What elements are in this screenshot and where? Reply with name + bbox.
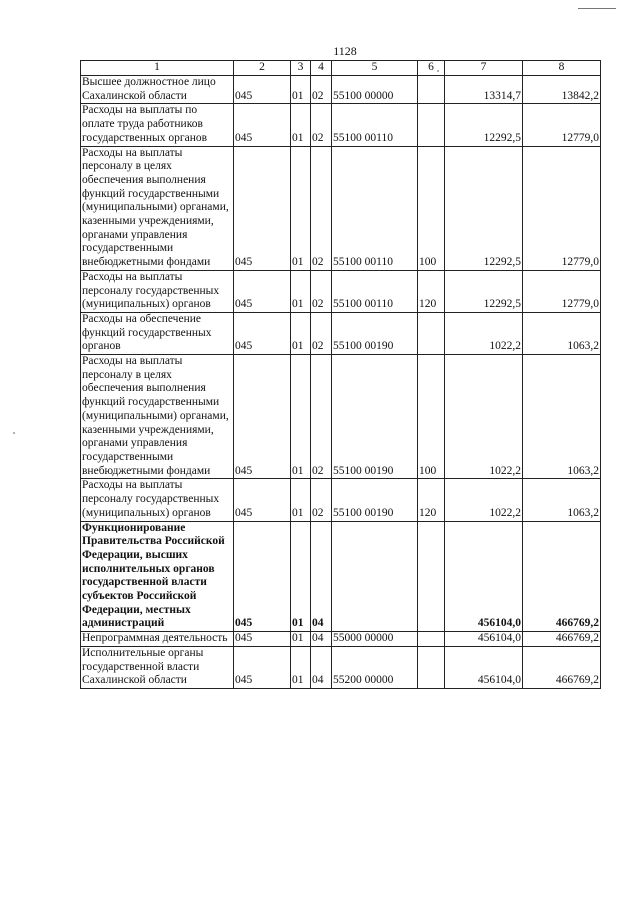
amount-col-8: 466769,2 (523, 632, 601, 647)
expense-type-code: 120 (418, 270, 445, 312)
subsection-code: 04 (311, 521, 332, 632)
section-code: 01 (291, 632, 311, 647)
table-row (81, 646, 601, 688)
table-row (81, 104, 601, 146)
amount-col-7: 456104,0 (445, 632, 523, 647)
scan-artifact-dot (13, 432, 15, 434)
item-name: Высшее должностное лицо Сахалинской области (81, 76, 234, 104)
item-name: Функционирование Правительства Российской Федерации, высших исполнительных органов государственной власти субъектов Российской Федерации, местных администраций (81, 521, 234, 632)
ministry-code: 045 (234, 479, 291, 521)
table-row (81, 355, 601, 479)
section-code: 01 (291, 146, 311, 270)
header-cell: 8 (523, 61, 601, 76)
item-name: Расходы на выплаты персоналу в целях обеспечения выполнения функций государственными (муниципальными) органами, казенными учреждениями, органами управления государственными внебюджетными фондами (81, 146, 234, 270)
expense-type-code (418, 312, 445, 354)
ministry-code: 045 (234, 76, 291, 104)
expense-type-code (418, 646, 445, 688)
item-name: Расходы на выплаты персоналу государственных (муниципальных) органов (81, 479, 234, 521)
subsection-code: 02 (311, 270, 332, 312)
item-name: Расходы на выплаты персоналу в целях обеспечения выполнения функций государственными (муниципальными) органами, казенными учреждениями, органами управления государственными внебюджетными фондами (81, 355, 234, 479)
amount-col-8: 12779,0 (523, 270, 601, 312)
table-row (81, 479, 601, 521)
table-row (81, 632, 601, 647)
header-cell: 7 (445, 61, 523, 76)
amount-col-7: 12292,5 (445, 104, 523, 146)
ministry-code: 045 (234, 270, 291, 312)
amount-col-7: 12292,5 (445, 270, 523, 312)
amount-col-8: 13842,2 (523, 76, 601, 104)
expense-type-code: 100 (418, 146, 445, 270)
ministry-code: 045 (234, 632, 291, 647)
ministry-code: 045 (234, 104, 291, 146)
target-article-code: 55200 00000 (332, 646, 418, 688)
expense-type-code (418, 104, 445, 146)
expense-type-code (418, 632, 445, 647)
table-row (81, 146, 601, 270)
ministry-code: 045 (234, 646, 291, 688)
amount-col-7: 456104,0 (445, 521, 523, 632)
item-name: Расходы на выплаты по оплате труда работников государственных органов (81, 104, 234, 146)
section-code: 01 (291, 521, 311, 632)
section-code: 01 (291, 646, 311, 688)
target-article-code: 55100 00190 (332, 479, 418, 521)
amount-col-7: 13314,7 (445, 76, 523, 104)
target-article-code: 55100 00190 (332, 355, 418, 479)
header-cell: 2 (234, 61, 291, 76)
scan-artifact-line (578, 8, 616, 9)
section-code: 01 (291, 76, 311, 104)
subsection-code: 02 (311, 104, 332, 146)
target-article-code: 55100 00110 (332, 104, 418, 146)
target-article-code (332, 521, 418, 632)
header-cell: 4 (311, 61, 332, 76)
amount-col-7: 1022,2 (445, 355, 523, 479)
subsection-code: 02 (311, 479, 332, 521)
ministry-code: 045 (234, 312, 291, 354)
amount-col-8: 1063,2 (523, 355, 601, 479)
item-name: Расходы на обеспечение функций государственных органов (81, 312, 234, 354)
expense-type-code (418, 521, 445, 632)
section-code: 01 (291, 312, 311, 354)
ministry-code: 045 (234, 355, 291, 479)
subsection-code: 02 (311, 312, 332, 354)
item-name: Исполнительные органы государственной власти Сахалинской области (81, 646, 234, 688)
section-code: 01 (291, 270, 311, 312)
subsection-code: 04 (311, 632, 332, 647)
subsection-code: 02 (311, 355, 332, 479)
amount-col-8: 12779,0 (523, 146, 601, 270)
ministry-code: 045 (234, 146, 291, 270)
subsection-code: 02 (311, 146, 332, 270)
table-row (81, 312, 601, 354)
table-row (81, 270, 601, 312)
item-name: Непрограммная деятельность (81, 632, 234, 647)
item-name: Расходы на выплаты персоналу государственных (муниципальных) органов (81, 270, 234, 312)
target-article-code: 55100 00110 (332, 146, 418, 270)
expense-type-code: 120 (418, 479, 445, 521)
page-number: 1128 (333, 44, 357, 58)
amount-col-7: 456104,0 (445, 646, 523, 688)
amount-col-8: 466769,2 (523, 521, 601, 632)
target-article-code: 55100 00000 (332, 76, 418, 104)
header-cell: 5 (332, 61, 418, 76)
section-code: 01 (291, 355, 311, 479)
subsection-code: 04 (311, 646, 332, 688)
amount-col-7: 12292,5 (445, 146, 523, 270)
expense-type-code: 100 (418, 355, 445, 479)
header-cell: 1 (81, 61, 234, 76)
amount-col-8: 466769,2 (523, 646, 601, 688)
section-code: 01 (291, 104, 311, 146)
expense-type-code (418, 76, 445, 104)
header-cell: 3 (291, 61, 311, 76)
table-row (81, 521, 601, 632)
amount-col-8: 1063,2 (523, 479, 601, 521)
subsection-code: 02 (311, 76, 332, 104)
amount-col-7: 1022,2 (445, 479, 523, 521)
amount-col-8: 1063,2 (523, 312, 601, 354)
target-article-code: 55000 00000 (332, 632, 418, 647)
table-row (81, 76, 601, 104)
ministry-code: 045 (234, 521, 291, 632)
header-cell: 6 (418, 61, 445, 76)
header-row (81, 61, 601, 76)
target-article-code: 55100 00110 (332, 270, 418, 312)
target-article-code: 55100 00190 (332, 312, 418, 354)
amount-col-8: 12779,0 (523, 104, 601, 146)
amount-col-7: 1022,2 (445, 312, 523, 354)
section-code: 01 (291, 479, 311, 521)
budget-table (80, 60, 601, 689)
